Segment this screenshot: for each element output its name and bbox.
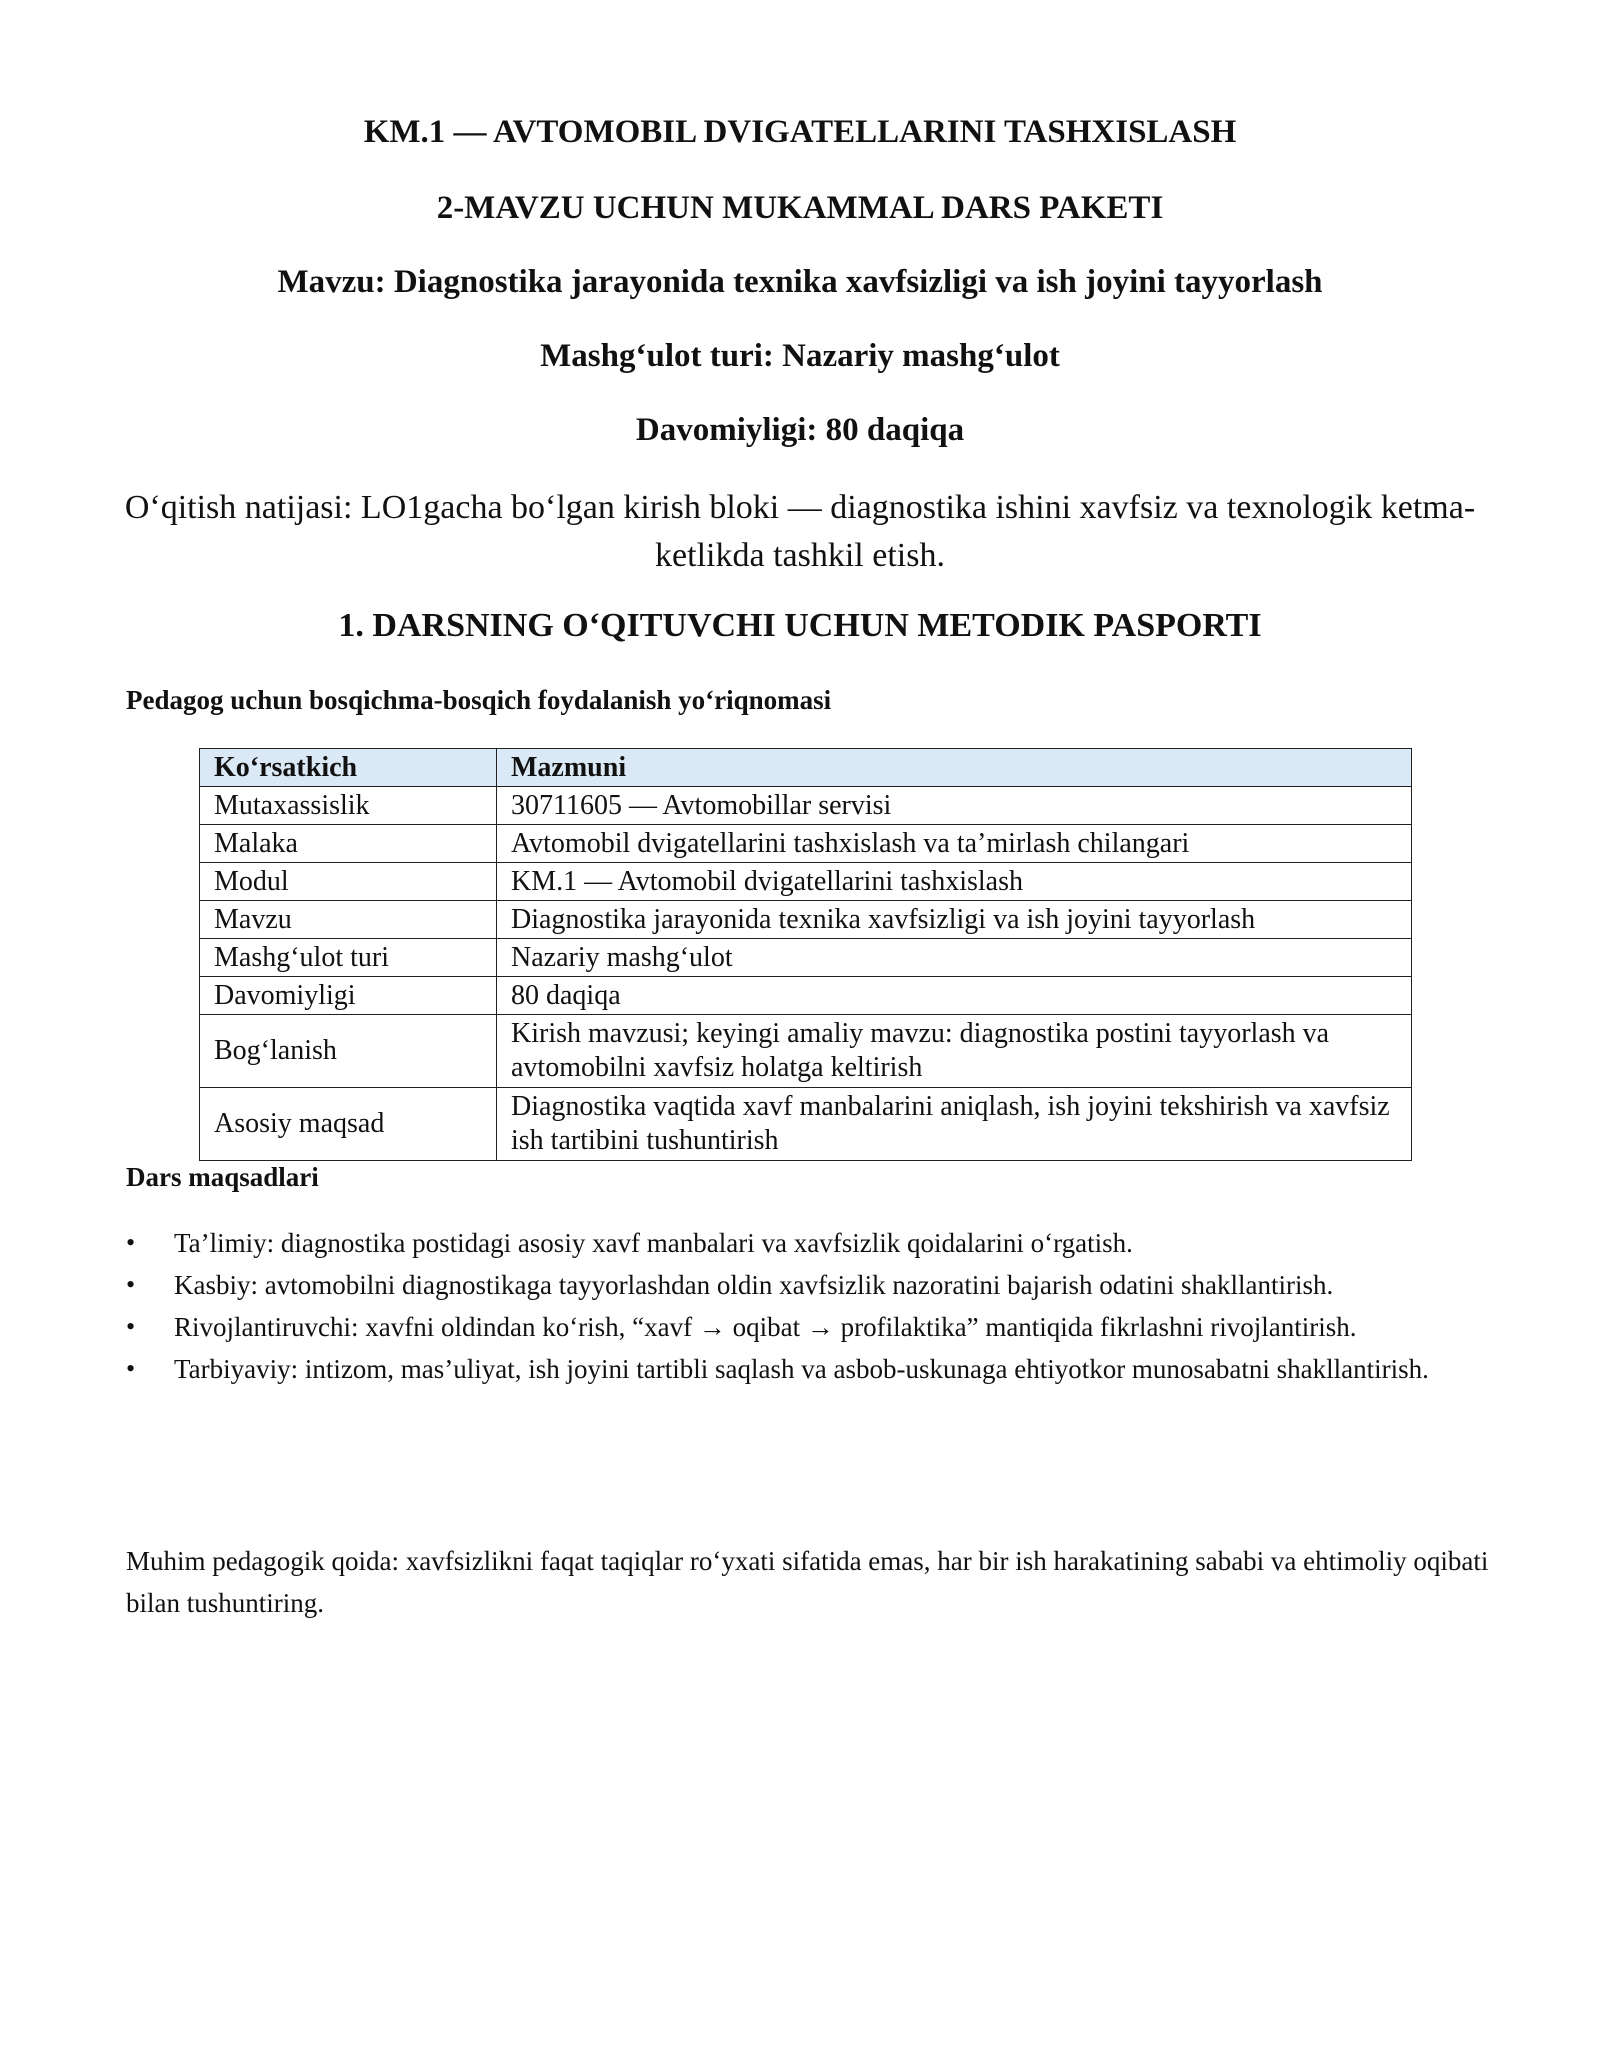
row-key: Bog‘lanish	[200, 1015, 497, 1088]
row-key: Asosiy maqsad	[200, 1088, 497, 1161]
learning-outcome: O‘qitish natijasi: LO1gacha bo‘lgan kirish bloki — diagnostika ishini xavfsiz va texnologik ketma-ketlikda tashkil etish.	[124, 489, 1476, 574]
session-type-line: Mashg‘ulot turi: Nazariy mashg‘ulot	[540, 338, 1060, 374]
row-value: Nazariy mashg‘ulot	[497, 939, 1412, 977]
row-value: Avtomobil dvigatellarini tashxislash va ta’mirlash chilangari	[497, 825, 1412, 863]
table-row	[200, 1015, 1412, 1088]
table-row	[200, 901, 1412, 939]
goals-list	[126, 1222, 1496, 1390]
row-value: 80 daqiqa	[497, 977, 1412, 1015]
goal-text: Kasbiy: avtomobilni diagnostikaga tayyorlashdan oldin xavfsizlik nazoratini bajarish odatini shakllantirish.	[174, 1270, 1334, 1300]
row-key: Mavzu	[200, 901, 497, 939]
passport-table	[199, 748, 1412, 1161]
topic-line: Mavzu: Diagnostika jarayonida texnika xavfsizligi va ish joyini tayyorlash	[277, 264, 1323, 300]
document-title: KM.1 — AVTOMOBIL DVIGATELLARINI TASHXISLASH	[363, 114, 1237, 150]
table-header-row	[200, 749, 1412, 787]
row-key: Modul	[200, 863, 497, 901]
row-value: Diagnostika vaqtida xavf manbalarini aniqlash, ish joyini tekshirish va xavfsiz ish tartibini tushuntirish	[497, 1088, 1412, 1161]
goals-heading: Dars maqsadlari	[126, 1162, 319, 1192]
bullet-icon: •	[126, 1312, 136, 1341]
list-item	[126, 1264, 1496, 1306]
table-row	[200, 825, 1412, 863]
row-value: Diagnostika jarayonida texnika xavfsizligi va ish joyini tayyorlash	[497, 901, 1412, 939]
goal-text: Tarbiyaviy: intizom, mas’uliyat, ish joyini tartibli saqlash va asbob-uskunaga ehtiyotkor munosabatni shakllantirish.	[174, 1354, 1429, 1384]
row-key: Mashg‘ulot turi	[200, 939, 497, 977]
row-key: Davomiyligi	[200, 977, 497, 1015]
document-subtitle: 2-MAVZU UCHUN MUKAMMAL DARS PAKETI	[436, 190, 1164, 226]
table-row	[200, 787, 1412, 825]
guide-heading: Pedagog uchun bosqichma-bosqich foydalanish yo‘riqnomasi	[126, 685, 832, 715]
bullet-icon: •	[126, 1270, 136, 1299]
row-value: Kirish mavzusi; keyingi amaliy mavzu: diagnostika postini tayyorlash va avtomobilni xavfsiz holatga keltirish	[497, 1015, 1412, 1088]
pedagogical-rule: Muhim pedagogik qoida: xavfsizlikni faqat taqiqlar ro‘yxati sifatida emas, har bir ish harakatining sababi va ehtimoliy oqibati bilan tushuntiring.	[126, 1546, 1489, 1618]
table-row	[200, 939, 1412, 977]
row-value: 30711605 — Avtomobillar servisi	[497, 787, 1412, 825]
list-item	[126, 1222, 1496, 1264]
goal-text: Ta’limiy: diagnostika postidagi asosiy xavf manbalari va xavfsizlik qoidalarini o‘rgatish.	[174, 1228, 1133, 1258]
bullet-icon: •	[126, 1354, 136, 1383]
column-header-indicator: Ko‘rsatkich	[200, 749, 497, 787]
row-key: Mutaxassislik	[200, 787, 497, 825]
table-row	[200, 977, 1412, 1015]
row-key: Malaka	[200, 825, 497, 863]
section-heading: 1. DARSNING O‘QITUVCHI UCHUN METODIK PASPORTI	[338, 607, 1262, 644]
list-item	[126, 1348, 1496, 1390]
table-row	[200, 863, 1412, 901]
duration-line: Davomiyligi: 80 daqiqa	[635, 412, 965, 448]
column-header-content: Mazmuni	[497, 749, 1412, 787]
goal-text: Rivojlantiruvchi: xavfni oldindan ko‘rish, “xavf → oqibat → profilaktika” mantiqida fikrlashni rivojlantirish.	[174, 1312, 1357, 1342]
row-value: KM.1 — Avtomobil dvigatellarini tashxislash	[497, 863, 1412, 901]
table-row	[200, 1088, 1412, 1161]
bullet-icon: •	[126, 1228, 136, 1257]
list-item	[126, 1306, 1496, 1348]
